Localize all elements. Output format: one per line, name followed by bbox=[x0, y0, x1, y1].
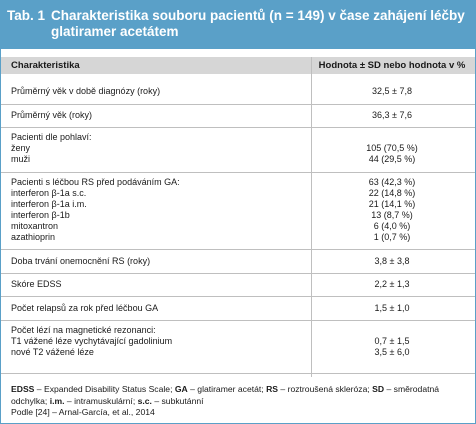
row-label bbox=[11, 110, 92, 121]
row-label-line: azathioprin bbox=[11, 232, 56, 242]
column-header-characteristic: Charakteristika bbox=[11, 60, 80, 71]
row-value-line: 22 (14,8 %) bbox=[368, 188, 416, 198]
abbreviation-definition: – intramuskulární; bbox=[64, 395, 138, 406]
abbreviation-definition: – Expanded Disability Status Scale; bbox=[34, 384, 175, 394]
table-row bbox=[1, 127, 475, 173]
source-note: Podle [24] – Arnal-García, et al., 2014 bbox=[11, 407, 155, 417]
row-value-line: 63 (42,3 %) bbox=[368, 177, 416, 187]
row-label-line: ženy bbox=[11, 143, 31, 153]
abbreviation: s.c. bbox=[137, 395, 152, 406]
abbreviation-definition: – glatiramer acetát; bbox=[187, 384, 267, 394]
row-label-line: Skóre EDSS bbox=[11, 279, 62, 289]
table-row bbox=[1, 104, 475, 128]
row-value-line bbox=[317, 325, 467, 336]
row-value-line: 6 (4,0 %) bbox=[373, 221, 411, 231]
row-value-line: 13 (8,7 %) bbox=[371, 210, 413, 220]
table-row bbox=[1, 172, 475, 250]
row-label bbox=[11, 256, 150, 267]
row-value-line: 44 (29,5 %) bbox=[368, 154, 416, 164]
row-label-line: Průměrný věk (roky) bbox=[11, 110, 93, 120]
table-row bbox=[1, 273, 475, 297]
row-value bbox=[317, 279, 467, 290]
row-label-line: Počet relapsů za rok před léčbou GA bbox=[11, 303, 159, 313]
row-value-line: 21 (14,1 %) bbox=[368, 199, 416, 209]
table-number: Tab. 1 bbox=[7, 8, 46, 23]
table-header-row bbox=[1, 57, 475, 74]
table-row bbox=[1, 79, 475, 105]
row-value bbox=[317, 256, 467, 267]
row-label bbox=[11, 303, 158, 314]
row-label-line: Pacienti s léčbou RS před podáváním GA: bbox=[11, 177, 180, 187]
row-value bbox=[317, 132, 467, 165]
row-label-line: T1 vážené léze vychytávající gadolinium bbox=[11, 336, 173, 346]
abbreviation-definition: – směrodatná odchylka; bbox=[11, 384, 440, 406]
row-value-line: 105 (70,5 %) bbox=[366, 143, 418, 153]
abbreviation-definition: – subkutánní bbox=[151, 395, 204, 406]
row-value-line: 2,2 ± 1,3 bbox=[374, 279, 410, 289]
row-label-line: Počet lézí na magnetické rezonanci: bbox=[11, 325, 156, 335]
row-value bbox=[317, 177, 467, 243]
row-value bbox=[317, 303, 467, 314]
column-header-value: Hodnota ± SD nebo hodnota v % bbox=[318, 60, 466, 71]
row-value-line: 32,5 ± 7,8 bbox=[372, 86, 412, 96]
row-value-line: 3,5 ± 6,0 bbox=[374, 347, 410, 357]
row-label-line: Průměrný věk v době diagnózy (roky) bbox=[11, 86, 161, 96]
abbreviation-definition: – roztroušená skleróza; bbox=[278, 384, 373, 394]
row-label bbox=[11, 279, 62, 290]
row-label bbox=[11, 177, 180, 243]
table-title: Charakteristika souboru pacientů (n = 149) v čase zahájení léčby glatiramer acetátem bbox=[51, 8, 465, 39]
row-value-line: 1,5 ± 1,0 bbox=[374, 303, 410, 313]
row-label-line: interferon β-1b bbox=[11, 210, 70, 220]
row-value-line: 1 (0,7 %) bbox=[373, 232, 411, 242]
row-value-line: 0,7 ± 1,5 bbox=[374, 336, 410, 346]
row-label-line: Pacienti dle pohlaví: bbox=[11, 132, 92, 142]
row-value-line: 3,8 ± 3,8 bbox=[374, 256, 410, 266]
abbreviation: EDSS bbox=[11, 384, 35, 394]
row-label-line: nové T2 vážené léze bbox=[11, 347, 94, 357]
table-footnote bbox=[11, 384, 466, 419]
abbreviation: SD bbox=[372, 384, 385, 394]
row-value-line: 36,3 ± 7,6 bbox=[372, 110, 412, 120]
table-row bbox=[1, 296, 475, 321]
abbreviation: i.m. bbox=[49, 395, 65, 406]
row-label-line: mitoxantron bbox=[11, 221, 59, 231]
row-label bbox=[11, 132, 92, 165]
row-label-line: interferon β-1a i.m. bbox=[11, 199, 87, 209]
abbreviations-note bbox=[11, 384, 466, 407]
row-label bbox=[11, 325, 172, 358]
table-title-bar bbox=[1, 1, 475, 49]
row-value-line bbox=[317, 132, 467, 143]
row-label bbox=[11, 86, 160, 97]
table-row bbox=[1, 320, 475, 374]
row-label-line: interferon β-1a s.c. bbox=[11, 188, 87, 198]
table-row bbox=[1, 249, 475, 274]
row-label-line: muži bbox=[11, 154, 31, 164]
row-value bbox=[317, 325, 467, 358]
row-label-line: Doba trvání onemocnění RS (roky) bbox=[11, 256, 151, 266]
abbreviation: RS bbox=[266, 384, 279, 394]
row-value bbox=[317, 86, 467, 97]
row-value bbox=[317, 110, 467, 121]
abbreviation: GA bbox=[174, 384, 188, 394]
column-divider bbox=[311, 57, 312, 377]
